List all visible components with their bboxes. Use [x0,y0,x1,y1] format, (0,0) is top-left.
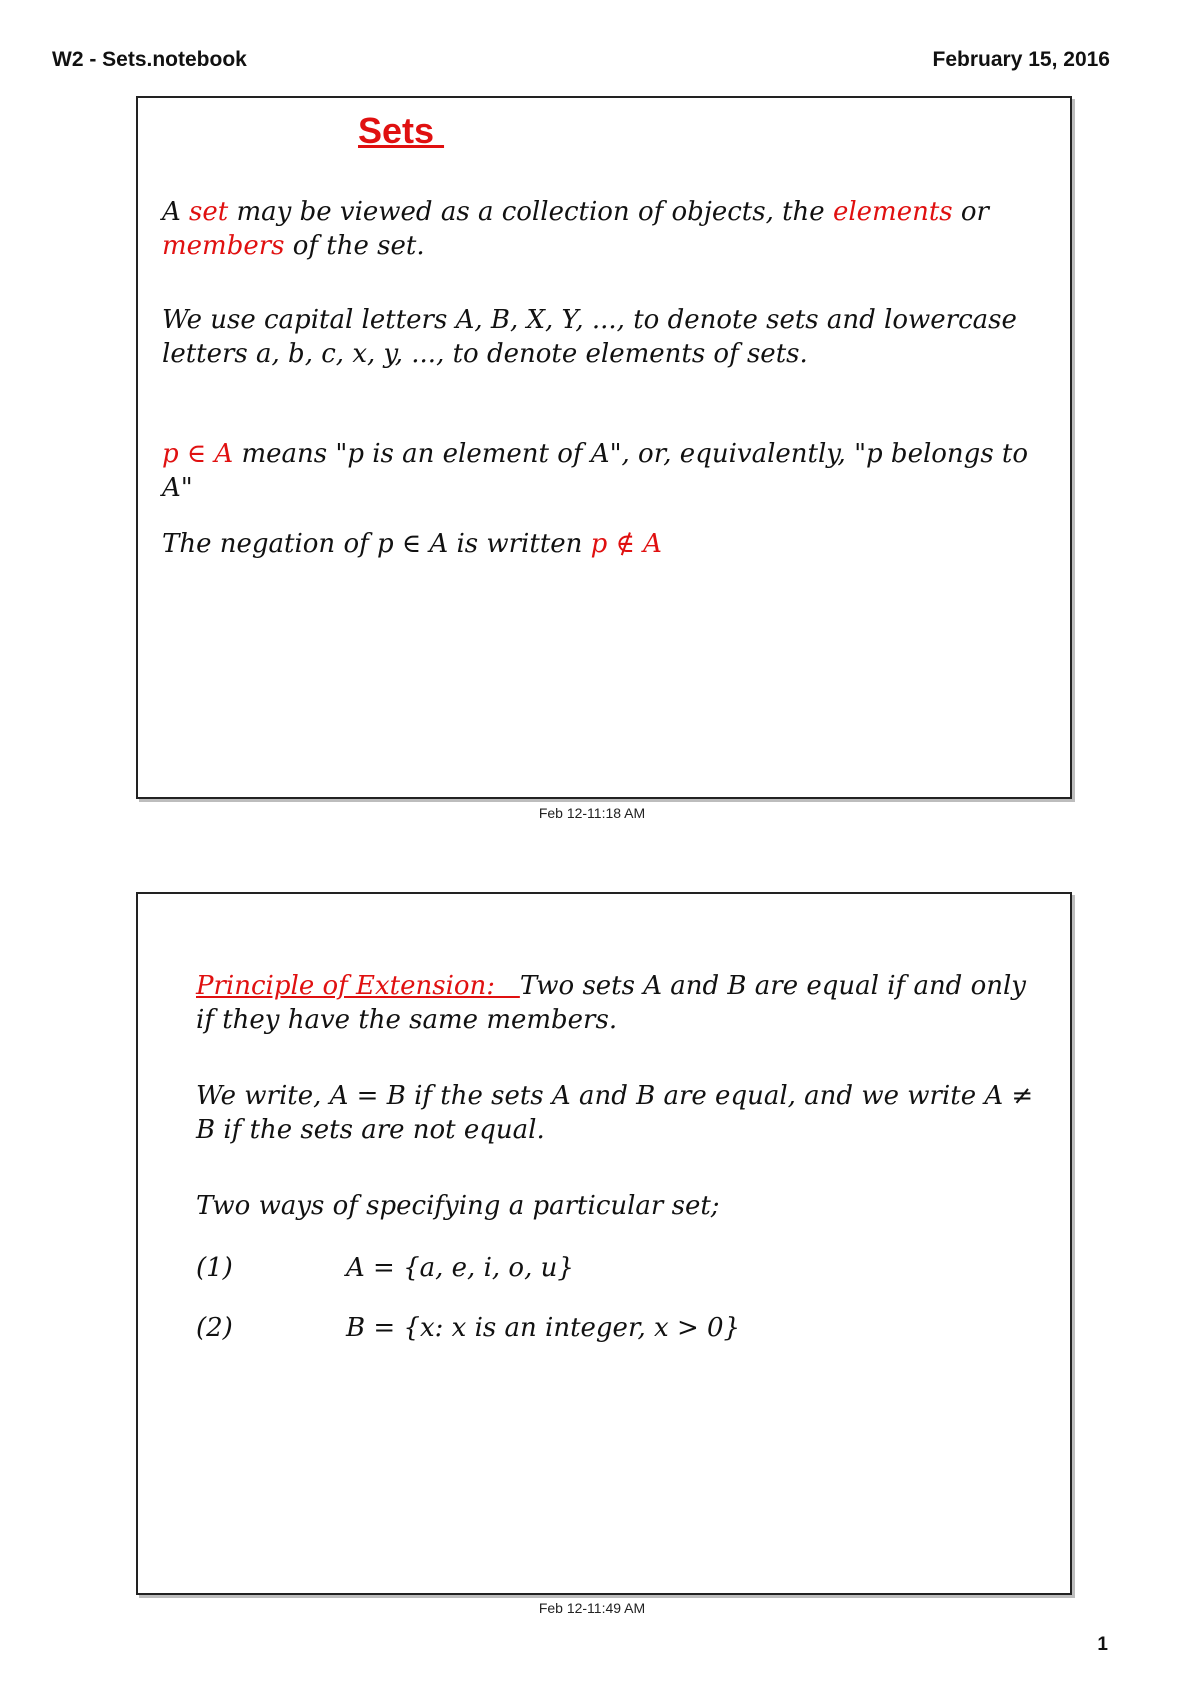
negation-paragraph [162,528,1052,562]
notation-paragraph: We use capital letters A, B, X, Y, ..., to denote sets and lowercase letters a, b, c, x, y, ..., to denote elements of sets. [162,305,1017,369]
membership-paragraph [162,438,1052,506]
item-number: (1) [196,1253,233,1283]
item-expression: B = {x: x is an integer, x > 0} [346,1313,741,1343]
text-segment: of the set. [284,230,425,261]
membership-text: means "p is an element of A", or, equivalently, "p belongs to A" [162,439,1029,503]
page-number: 1 [1097,1634,1108,1655]
item-number: (2) [196,1313,233,1343]
slide-timestamp: Feb 12-11:18 AM [538,805,646,821]
list-item [196,1252,574,1286]
specifying-paragraph: Two ways of specifying a particular set; [196,1191,720,1221]
term-elements: elements [832,197,953,227]
header-date: February 15, 2016 [932,48,1110,71]
list-item [196,1312,740,1346]
item-expression: A = {a, e, i, o, u} [346,1253,574,1283]
text-segment: A [162,197,190,227]
slide-2 [136,892,1072,1595]
slide-title: Sets [358,110,445,151]
principle-paragraph [196,970,1046,1038]
set-definition [162,196,1052,264]
notebook-title: W2 - Sets.notebook [52,48,247,71]
negation-text: The negation of p ∈ A is written [162,529,591,559]
text-segment: or [952,197,989,227]
membership-symbol: p ∈ A [162,439,234,469]
term-set: set [189,197,229,227]
slide-timestamp: Feb 12-11:49 AM [538,1600,646,1616]
text-segment: may be viewed as a collection of objects, the [228,197,833,227]
non-membership-symbol: p ∉ A [590,529,662,559]
equality-paragraph: We write, A = B if the sets A and B are equal, and we write A ≠ B if the sets are not equal. [196,1081,1034,1145]
principle-label: Principle of Extension: [196,971,520,1001]
slide-1 [136,96,1072,799]
principle-text: Two sets A and B are equal if and only if they have the same members. [196,971,1026,1035]
term-members: members [162,230,285,261]
